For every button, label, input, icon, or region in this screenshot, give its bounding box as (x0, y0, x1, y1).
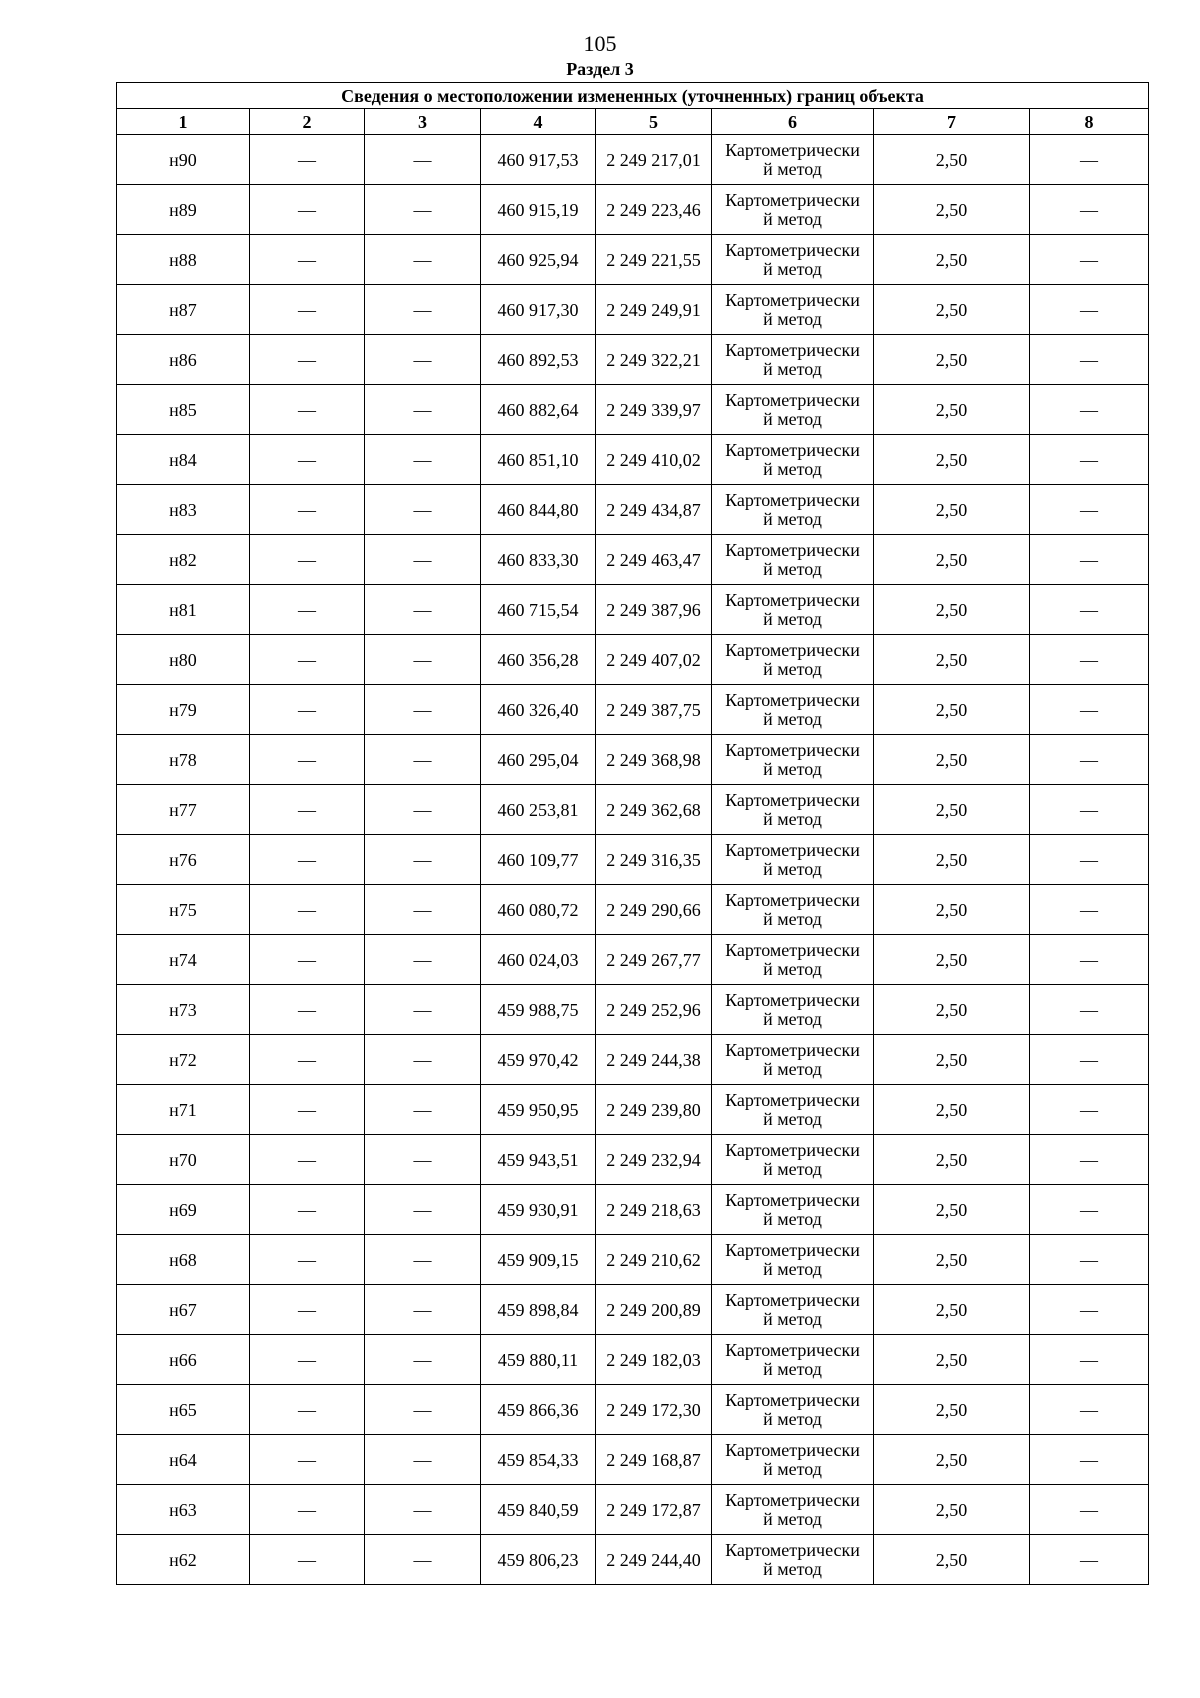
coordinate-y-cell: 2 249 290,66 (596, 885, 712, 935)
empty-value-cell: — (1030, 1535, 1149, 1585)
empty-value-cell: — (250, 435, 365, 485)
coordinate-y-cell: 2 249 322,21 (596, 335, 712, 385)
point-number-cell: н87 (117, 285, 250, 335)
empty-value-cell: — (1030, 585, 1149, 635)
empty-value-cell: — (365, 585, 481, 635)
empty-value-cell: — (365, 1435, 481, 1485)
method-cell: Картометрически й метод (712, 585, 874, 635)
table-row (117, 335, 1149, 385)
column-header-row (117, 109, 1149, 135)
empty-value-cell: — (250, 735, 365, 785)
precision-cell: 2,50 (874, 1535, 1030, 1585)
table-row (117, 1535, 1149, 1585)
empty-value-cell: — (1030, 1185, 1149, 1235)
point-number-cell: н75 (117, 885, 250, 935)
coordinate-x-cell: 459 988,75 (481, 985, 596, 1035)
method-cell: Картометрически й метод (712, 485, 874, 535)
method-cell: Картометрически й метод (712, 785, 874, 835)
empty-value-cell: — (250, 685, 365, 735)
empty-value-cell: — (1030, 1335, 1149, 1385)
empty-value-cell: — (1030, 685, 1149, 735)
table-row (117, 1235, 1149, 1285)
point-number-cell: н63 (117, 1485, 250, 1535)
coordinate-x-cell: 460 917,30 (481, 285, 596, 335)
precision-cell: 2,50 (874, 435, 1030, 485)
empty-value-cell: — (365, 985, 481, 1035)
precision-cell: 2,50 (874, 1385, 1030, 1435)
method-cell: Картометрически й метод (712, 1385, 874, 1435)
coordinate-y-cell: 2 249 387,96 (596, 585, 712, 635)
table-row (117, 785, 1149, 835)
coordinate-x-cell: 459 898,84 (481, 1285, 596, 1335)
empty-value-cell: — (250, 1385, 365, 1435)
table-caption: Сведения о местоположении измененных (уточненных) границ объекта (117, 83, 1149, 109)
coordinate-y-cell: 2 249 172,87 (596, 1485, 712, 1535)
table-row (117, 985, 1149, 1035)
method-cell: Картометрически й метод (712, 235, 874, 285)
empty-value-cell: — (250, 1035, 365, 1085)
point-number-cell: н69 (117, 1185, 250, 1235)
empty-value-cell: — (1030, 1435, 1149, 1485)
precision-cell: 2,50 (874, 1085, 1030, 1135)
precision-cell: 2,50 (874, 135, 1030, 185)
coordinate-x-cell: 460 356,28 (481, 635, 596, 685)
empty-value-cell: — (365, 385, 481, 435)
empty-value-cell: — (250, 335, 365, 385)
empty-value-cell: — (365, 1535, 481, 1585)
coordinate-x-cell: 459 970,42 (481, 1035, 596, 1085)
precision-cell: 2,50 (874, 885, 1030, 935)
empty-value-cell: — (365, 135, 481, 185)
method-cell: Картометрически й метод (712, 635, 874, 685)
point-number-cell: н74 (117, 935, 250, 985)
coordinate-y-cell: 2 249 210,62 (596, 1235, 712, 1285)
empty-value-cell: — (250, 935, 365, 985)
empty-value-cell: — (250, 785, 365, 835)
empty-value-cell: — (1030, 985, 1149, 1035)
coordinate-x-cell: 460 833,30 (481, 535, 596, 585)
precision-cell: 2,50 (874, 785, 1030, 835)
column-header: 8 (1030, 109, 1149, 135)
empty-value-cell: — (1030, 235, 1149, 285)
empty-value-cell: — (1030, 485, 1149, 535)
point-number-cell: н80 (117, 635, 250, 685)
empty-value-cell: — (365, 1035, 481, 1085)
empty-value-cell: — (250, 1435, 365, 1485)
coordinate-y-cell: 2 249 200,89 (596, 1285, 712, 1335)
empty-value-cell: — (1030, 535, 1149, 585)
empty-value-cell: — (1030, 435, 1149, 485)
table-row (117, 835, 1149, 885)
table-row (117, 635, 1149, 685)
precision-cell: 2,50 (874, 1185, 1030, 1235)
empty-value-cell: — (1030, 285, 1149, 335)
page-number: 105 (583, 31, 617, 56)
method-cell: Картометрически й метод (712, 135, 874, 185)
point-number-cell: н85 (117, 385, 250, 435)
empty-value-cell: — (1030, 935, 1149, 985)
method-cell: Картометрически й метод (712, 835, 874, 885)
precision-cell: 2,50 (874, 485, 1030, 535)
empty-value-cell: — (250, 885, 365, 935)
precision-cell: 2,50 (874, 935, 1030, 985)
empty-value-cell: — (1030, 135, 1149, 185)
method-cell: Картометрически й метод (712, 285, 874, 335)
method-cell: Картометрически й метод (712, 1435, 874, 1485)
table-row (117, 235, 1149, 285)
empty-value-cell: — (250, 185, 365, 235)
coordinate-x-cell: 460 715,54 (481, 585, 596, 635)
empty-value-cell: — (250, 385, 365, 435)
method-cell: Картометрически й метод (712, 685, 874, 735)
empty-value-cell: — (1030, 1385, 1149, 1435)
precision-cell: 2,50 (874, 535, 1030, 585)
coordinate-y-cell: 2 249 244,40 (596, 1535, 712, 1585)
precision-cell: 2,50 (874, 1285, 1030, 1335)
table-row (117, 935, 1149, 985)
empty-value-cell: — (1030, 1085, 1149, 1135)
point-number-cell: н76 (117, 835, 250, 885)
table-row (117, 1335, 1149, 1385)
empty-value-cell: — (1030, 185, 1149, 235)
coordinate-x-cell: 459 806,23 (481, 1535, 596, 1585)
coordinate-y-cell: 2 249 217,01 (596, 135, 712, 185)
table-row (117, 585, 1149, 635)
empty-value-cell: — (365, 1235, 481, 1285)
empty-value-cell: — (250, 1235, 365, 1285)
coordinate-x-cell: 460 253,81 (481, 785, 596, 835)
coordinate-x-cell: 459 880,11 (481, 1335, 596, 1385)
method-cell: Картометрически й метод (712, 1285, 874, 1335)
empty-value-cell: — (365, 885, 481, 935)
coordinate-x-cell: 460 109,77 (481, 835, 596, 885)
empty-value-cell: — (365, 785, 481, 835)
boundary-coordinates-table (116, 82, 1149, 1585)
precision-cell: 2,50 (874, 385, 1030, 435)
point-number-cell: н77 (117, 785, 250, 835)
method-cell: Картометрически й метод (712, 1135, 874, 1185)
coordinate-x-cell: 460 915,19 (481, 185, 596, 235)
empty-value-cell: — (365, 485, 481, 535)
table-row (117, 485, 1149, 535)
method-cell: Картометрически й метод (712, 185, 874, 235)
empty-value-cell: — (1030, 1485, 1149, 1535)
empty-value-cell: — (1030, 1135, 1149, 1185)
precision-cell: 2,50 (874, 1485, 1030, 1535)
method-cell: Картометрически й метод (712, 985, 874, 1035)
point-number-cell: н73 (117, 985, 250, 1035)
empty-value-cell: — (365, 1135, 481, 1185)
empty-value-cell: — (365, 1335, 481, 1385)
table-row (117, 285, 1149, 335)
column-header: 6 (712, 109, 874, 135)
point-number-cell: н64 (117, 1435, 250, 1485)
point-number-cell: н90 (117, 135, 250, 185)
table-row (117, 1135, 1149, 1185)
precision-cell: 2,50 (874, 235, 1030, 285)
empty-value-cell: — (1030, 1035, 1149, 1085)
coordinate-y-cell: 2 249 339,97 (596, 385, 712, 435)
coordinate-y-cell: 2 249 362,68 (596, 785, 712, 835)
table-row (117, 135, 1149, 185)
point-number-cell: н70 (117, 1135, 250, 1185)
coordinate-x-cell: 459 950,95 (481, 1085, 596, 1135)
table-row (117, 885, 1149, 935)
empty-value-cell: — (250, 1285, 365, 1335)
empty-value-cell: — (250, 1485, 365, 1535)
point-number-cell: н68 (117, 1235, 250, 1285)
method-cell: Картометрически й метод (712, 1185, 874, 1235)
coordinate-x-cell: 459 866,36 (481, 1385, 596, 1435)
empty-value-cell: — (365, 235, 481, 285)
coordinate-x-cell: 460 882,64 (481, 385, 596, 435)
empty-value-cell: — (1030, 735, 1149, 785)
empty-value-cell: — (365, 835, 481, 885)
coordinate-y-cell: 2 249 221,55 (596, 235, 712, 285)
point-number-cell: н88 (117, 235, 250, 285)
coordinate-x-cell: 459 854,33 (481, 1435, 596, 1485)
precision-cell: 2,50 (874, 735, 1030, 785)
empty-value-cell: — (1030, 885, 1149, 935)
coordinate-y-cell: 2 249 252,96 (596, 985, 712, 1035)
point-number-cell: н81 (117, 585, 250, 635)
precision-cell: 2,50 (874, 1235, 1030, 1285)
point-number-cell: н84 (117, 435, 250, 485)
coordinate-x-cell: 460 925,94 (481, 235, 596, 285)
coordinate-x-cell: 460 295,04 (481, 735, 596, 785)
coordinate-y-cell: 2 249 172,30 (596, 1385, 712, 1435)
empty-value-cell: — (250, 485, 365, 535)
precision-cell: 2,50 (874, 1035, 1030, 1085)
column-header: 4 (481, 109, 596, 135)
table-row (117, 385, 1149, 435)
empty-value-cell: — (365, 1385, 481, 1435)
method-cell: Картометрически й метод (712, 1535, 874, 1585)
table-row (117, 1385, 1149, 1435)
empty-value-cell: — (1030, 835, 1149, 885)
point-number-cell: н67 (117, 1285, 250, 1335)
coordinate-x-cell: 460 024,03 (481, 935, 596, 985)
empty-value-cell: — (365, 435, 481, 485)
coordinate-y-cell: 2 249 182,03 (596, 1335, 712, 1385)
method-cell: Картометрически й метод (712, 735, 874, 785)
coordinate-y-cell: 2 249 267,77 (596, 935, 712, 985)
coordinate-y-cell: 2 249 249,91 (596, 285, 712, 335)
method-cell: Картометрически й метод (712, 385, 874, 435)
precision-cell: 2,50 (874, 185, 1030, 235)
point-number-cell: н83 (117, 485, 250, 535)
coordinate-x-cell: 460 080,72 (481, 885, 596, 935)
method-cell: Картометрически й метод (712, 1335, 874, 1385)
precision-cell: 2,50 (874, 635, 1030, 685)
precision-cell: 2,50 (874, 835, 1030, 885)
table-row (117, 735, 1149, 785)
coordinate-x-cell: 459 943,51 (481, 1135, 596, 1185)
table-row (117, 1185, 1149, 1235)
point-number-cell: н86 (117, 335, 250, 385)
table-row (117, 435, 1149, 485)
method-cell: Картометрически й метод (712, 1485, 874, 1535)
empty-value-cell: — (250, 635, 365, 685)
method-cell: Картометрически й метод (712, 535, 874, 585)
precision-cell: 2,50 (874, 585, 1030, 635)
coordinate-y-cell: 2 249 463,47 (596, 535, 712, 585)
empty-value-cell: — (365, 335, 481, 385)
coordinate-y-cell: 2 249 244,38 (596, 1035, 712, 1085)
coordinate-y-cell: 2 249 232,94 (596, 1135, 712, 1185)
coordinate-x-cell: 459 840,59 (481, 1485, 596, 1535)
empty-value-cell: — (1030, 1285, 1149, 1335)
method-cell: Картометрически й метод (712, 935, 874, 985)
point-number-cell: н65 (117, 1385, 250, 1435)
precision-cell: 2,50 (874, 335, 1030, 385)
point-number-cell: н78 (117, 735, 250, 785)
coordinate-y-cell: 2 249 387,75 (596, 685, 712, 735)
empty-value-cell: — (365, 685, 481, 735)
table-row (117, 1035, 1149, 1085)
empty-value-cell: — (1030, 385, 1149, 435)
empty-value-cell: — (250, 135, 365, 185)
empty-value-cell: — (365, 935, 481, 985)
empty-value-cell: — (250, 1085, 365, 1135)
coordinate-y-cell: 2 249 407,02 (596, 635, 712, 685)
point-number-cell: н82 (117, 535, 250, 585)
method-cell: Картометрически й метод (712, 435, 874, 485)
table-row (117, 685, 1149, 735)
point-number-cell: н79 (117, 685, 250, 735)
empty-value-cell: — (250, 1535, 365, 1585)
empty-value-cell: — (1030, 635, 1149, 685)
coordinate-y-cell: 2 249 410,02 (596, 435, 712, 485)
coordinate-y-cell: 2 249 368,98 (596, 735, 712, 785)
method-cell: Картометрически й метод (712, 885, 874, 935)
coordinate-x-cell: 460 326,40 (481, 685, 596, 735)
column-header: 3 (365, 109, 481, 135)
empty-value-cell: — (1030, 1235, 1149, 1285)
empty-value-cell: — (365, 1085, 481, 1135)
coordinate-y-cell: 2 249 218,63 (596, 1185, 712, 1235)
point-number-cell: н72 (117, 1035, 250, 1085)
method-cell: Картометрически й метод (712, 1085, 874, 1135)
column-header: 5 (596, 109, 712, 135)
coordinate-y-cell: 2 249 168,87 (596, 1435, 712, 1485)
column-header: 1 (117, 109, 250, 135)
precision-cell: 2,50 (874, 1135, 1030, 1185)
empty-value-cell: — (365, 1485, 481, 1535)
empty-value-cell: — (365, 535, 481, 585)
empty-value-cell: — (250, 1335, 365, 1385)
method-cell: Картометрически й метод (712, 1035, 874, 1085)
coordinate-x-cell: 459 930,91 (481, 1185, 596, 1235)
empty-value-cell: — (365, 1185, 481, 1235)
empty-value-cell: — (250, 835, 365, 885)
coordinate-x-cell: 460 917,53 (481, 135, 596, 185)
point-number-cell: н62 (117, 1535, 250, 1585)
coordinate-x-cell: 459 909,15 (481, 1235, 596, 1285)
empty-value-cell: — (250, 1185, 365, 1235)
table-body (117, 135, 1149, 1585)
table-row (117, 1485, 1149, 1535)
table-row (117, 1285, 1149, 1335)
coordinate-x-cell: 460 892,53 (481, 335, 596, 385)
empty-value-cell: — (250, 1135, 365, 1185)
empty-value-cell: — (365, 185, 481, 235)
method-cell: Картометрически й метод (712, 335, 874, 385)
table-row (117, 535, 1149, 585)
column-header: 2 (250, 109, 365, 135)
precision-cell: 2,50 (874, 685, 1030, 735)
precision-cell: 2,50 (874, 1435, 1030, 1485)
point-number-cell: н66 (117, 1335, 250, 1385)
empty-value-cell: — (1030, 785, 1149, 835)
coordinate-x-cell: 460 844,80 (481, 485, 596, 535)
coordinate-y-cell: 2 249 223,46 (596, 185, 712, 235)
coordinate-y-cell: 2 249 316,35 (596, 835, 712, 885)
table-row (117, 1085, 1149, 1135)
point-number-cell: н89 (117, 185, 250, 235)
coordinate-x-cell: 460 851,10 (481, 435, 596, 485)
empty-value-cell: — (250, 585, 365, 635)
empty-value-cell: — (250, 985, 365, 1035)
empty-value-cell: — (365, 1285, 481, 1335)
precision-cell: 2,50 (874, 285, 1030, 335)
method-cell: Картометрически й метод (712, 1235, 874, 1285)
empty-value-cell: — (250, 235, 365, 285)
empty-value-cell: — (365, 285, 481, 335)
coordinate-y-cell: 2 249 239,80 (596, 1085, 712, 1135)
empty-value-cell: — (365, 735, 481, 785)
precision-cell: 2,50 (874, 1335, 1030, 1385)
table-row (117, 185, 1149, 235)
point-number-cell: н71 (117, 1085, 250, 1135)
empty-value-cell: — (250, 285, 365, 335)
coordinate-y-cell: 2 249 434,87 (596, 485, 712, 535)
empty-value-cell: — (1030, 335, 1149, 385)
empty-value-cell: — (250, 535, 365, 585)
precision-cell: 2,50 (874, 985, 1030, 1035)
table-row (117, 1435, 1149, 1485)
column-header: 7 (874, 109, 1030, 135)
empty-value-cell: — (365, 635, 481, 685)
section-title: Раздел 3 (566, 59, 634, 79)
